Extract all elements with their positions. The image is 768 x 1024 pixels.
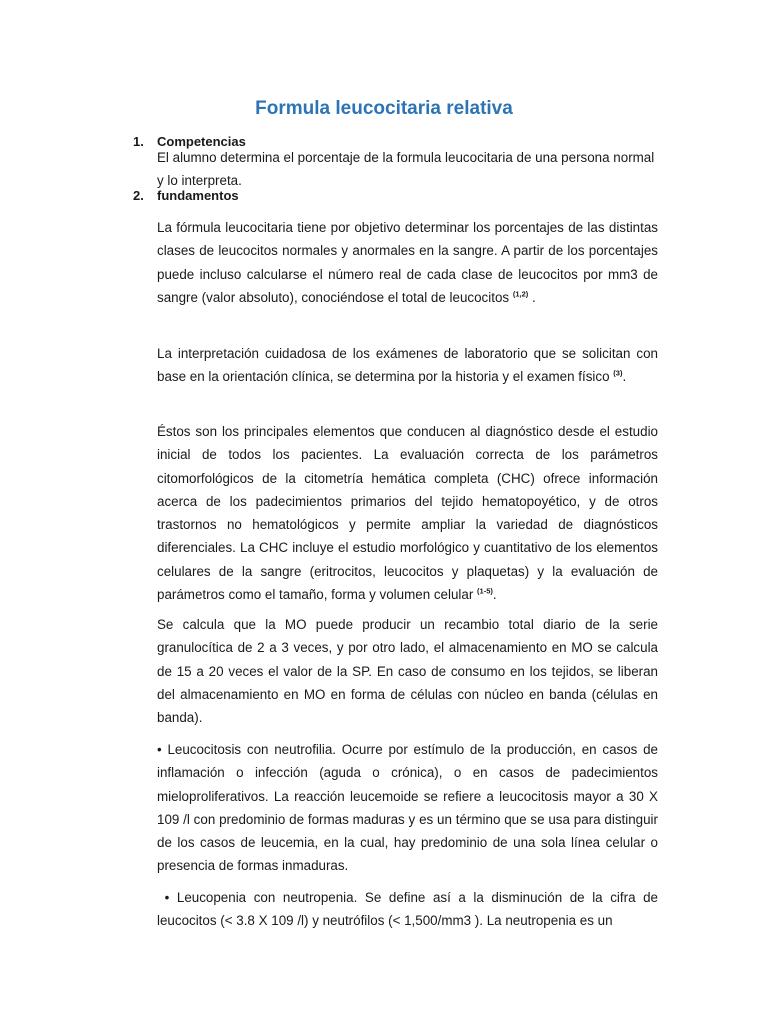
paragraph-text: • Leucocitosis con neutrofilia. Ocurre por estímulo de la producción, en casos de inflamación o infección (aguda o crónica), o en casos de padecimientos mieloproliferativos. La reacción leucemoide se refiere a leucocitosis mayor a 30 X 109 /l con predominio de formas maduras y es un término que se usa para distinguir de los casos de leucemia, en la cual, hay predominio de una sola línea celular o presencia de formas inmaduras. [157, 742, 658, 874]
section-number: 2. [133, 188, 144, 203]
paragraph [157, 613, 658, 729]
paragraph [157, 216, 658, 309]
paragraph-tail: . [492, 587, 497, 603]
document-title: Formula leucocitaria relativa [255, 98, 513, 119]
paragraph-text: La interpretación cuidadosa de los exámenes de laboratorio que se solicitan con base en la orientación clínica, se determina por la historia y el examen físico [157, 346, 658, 385]
paragraph [157, 342, 658, 389]
paragraph [157, 738, 658, 878]
section-number: 1. [133, 134, 144, 149]
citation: (1,2) [512, 289, 529, 299]
paragraph-text: • Leucopenia con neutropenia. Se define así a la disminución de la cifra de leucocitos (< 3.8 X 109 /l) y neutrófilos (< 1,500/mm3 ). La neutropenia es un [157, 890, 662, 929]
section-description: El alumno determina el porcentaje de la formula leucocitaria de una persona normal y lo interpreta. [157, 150, 655, 188]
paragraph-text: La fórmula leucocitaria tiene por objetivo determinar los porcentajes de las distintas clases de leucocitos normales y anormales en la sangre. A partir de los porcentajes puede incluso calcularse el número real de cada clase de leucocitos por mm3 de sangre (valor absoluto), conociéndose el total de leucocitos [157, 220, 658, 305]
paragraph [157, 420, 658, 606]
paragraph [157, 886, 662, 933]
citation: (1-5) [477, 586, 493, 596]
paragraph-tail: . [622, 369, 627, 385]
section-heading: fundamentos [157, 188, 239, 203]
paragraph-text: Se calcula que la MO puede producir un recambio total diario de la serie granulocítica de 2 a 3 veces, y por otro lado, el almacenamiento en MO se calcula de 15 a 20 veces el valor de la SP. En caso de consumo en los tejidos, se liberan del almacenamiento en MO en forma de células con núcleo en banda (células en banda). [157, 617, 658, 726]
section-heading: Competencias [157, 134, 246, 149]
paragraph-text: Éstos son los principales elementos que conducen al diagnóstico desde el estudio inicial de todos los pacientes. La evaluación correcta de los parámetros citomorfológicos de la citometría hemática completa (CHC) ofrece información acerca de los padecimientos primarios del tejido hematopoyético, y de otros trastornos no hematológicos y permite ampliar la variedad de diagnósticos diferenciales. La CHC incluye el estudio morfológico y cuantitativo de los elementos celulares de la sangre (eritrocitos, leucocitos y plaquetas) y la evaluación de parámetros como el tamaño, forma y volumen celular [157, 424, 658, 603]
paragraph-tail: . [528, 289, 536, 305]
citation: (3) [613, 368, 623, 378]
